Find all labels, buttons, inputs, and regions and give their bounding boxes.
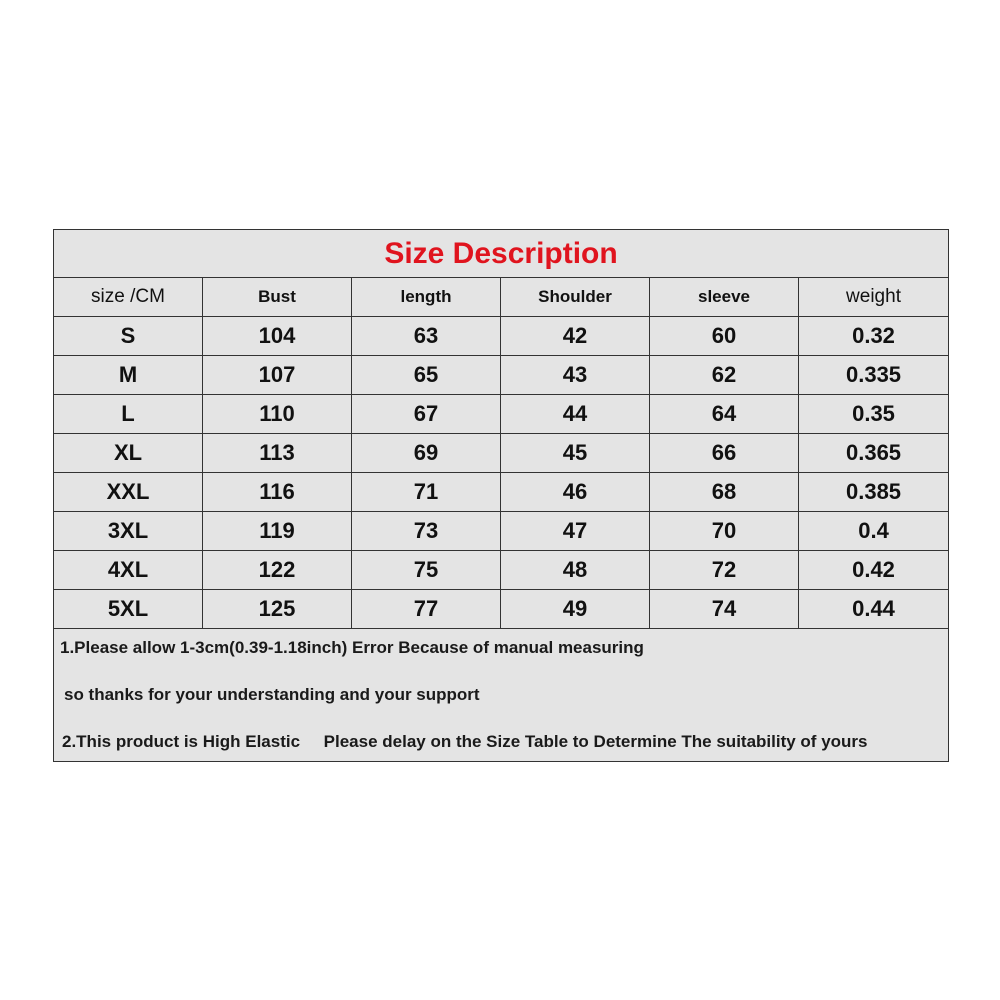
cell-size: XL [54, 434, 203, 473]
cell-length: 65 [352, 356, 501, 395]
cell-shoulder: 47 [501, 512, 650, 551]
header-size: size /CM [54, 278, 203, 317]
cell-size: XXL [54, 473, 203, 512]
cell-weight: 0.42 [799, 551, 949, 590]
cell-sleeve: 64 [650, 395, 799, 434]
table-row [54, 512, 949, 551]
cell-size: 4XL [54, 551, 203, 590]
cell-size: S [54, 317, 203, 356]
cell-length: 67 [352, 395, 501, 434]
size-table [53, 229, 949, 762]
cell-weight: 0.32 [799, 317, 949, 356]
table-row [54, 551, 949, 590]
table-row [54, 395, 949, 434]
header-sleeve: sleeve [650, 278, 799, 317]
notes-section [54, 629, 949, 762]
cell-size: L [54, 395, 203, 434]
table-title: Size Description [54, 230, 949, 278]
cell-shoulder: 45 [501, 434, 650, 473]
cell-weight: 0.365 [799, 434, 949, 473]
cell-bust: 113 [203, 434, 352, 473]
cell-weight: 0.44 [799, 590, 949, 629]
cell-length: 71 [352, 473, 501, 512]
cell-shoulder: 49 [501, 590, 650, 629]
cell-bust: 107 [203, 356, 352, 395]
cell-weight: 0.385 [799, 473, 949, 512]
cell-size: 3XL [54, 512, 203, 551]
cell-length: 63 [352, 317, 501, 356]
cell-sleeve: 68 [650, 473, 799, 512]
cell-bust: 125 [203, 590, 352, 629]
cell-size: M [54, 356, 203, 395]
table-row [54, 317, 949, 356]
table-row [54, 434, 949, 473]
cell-weight: 0.335 [799, 356, 949, 395]
cell-length: 69 [352, 434, 501, 473]
note-elastic: 2.This product is High Elastic Please delay on the Size Table to Determine The suitability of yours [62, 732, 868, 751]
cell-bust: 119 [203, 512, 352, 551]
cell-weight: 0.35 [799, 395, 949, 434]
cell-bust: 122 [203, 551, 352, 590]
table-row [54, 356, 949, 395]
cell-shoulder: 43 [501, 356, 650, 395]
cell-bust: 104 [203, 317, 352, 356]
cell-shoulder: 42 [501, 317, 650, 356]
cell-sleeve: 60 [650, 317, 799, 356]
cell-shoulder: 44 [501, 395, 650, 434]
cell-sleeve: 72 [650, 551, 799, 590]
note-thanks: so thanks for your understanding and your support [64, 685, 480, 704]
cell-length: 73 [352, 512, 501, 551]
header-weight: weight [799, 278, 949, 317]
cell-length: 77 [352, 590, 501, 629]
cell-sleeve: 62 [650, 356, 799, 395]
cell-sleeve: 74 [650, 590, 799, 629]
header-row [54, 278, 949, 317]
cell-sleeve: 66 [650, 434, 799, 473]
note-measurement-error: 1.Please allow 1-3cm(0.39-1.18inch) Error Because of manual measuring [60, 638, 644, 657]
cell-size: 5XL [54, 590, 203, 629]
cell-shoulder: 48 [501, 551, 650, 590]
cell-bust: 110 [203, 395, 352, 434]
cell-sleeve: 70 [650, 512, 799, 551]
header-shoulder: Shoulder [501, 278, 650, 317]
cell-bust: 116 [203, 473, 352, 512]
cell-shoulder: 46 [501, 473, 650, 512]
cell-length: 75 [352, 551, 501, 590]
header-bust: Bust [203, 278, 352, 317]
table-row [54, 473, 949, 512]
table-row [54, 590, 949, 629]
cell-weight: 0.4 [799, 512, 949, 551]
header-length: length [352, 278, 501, 317]
